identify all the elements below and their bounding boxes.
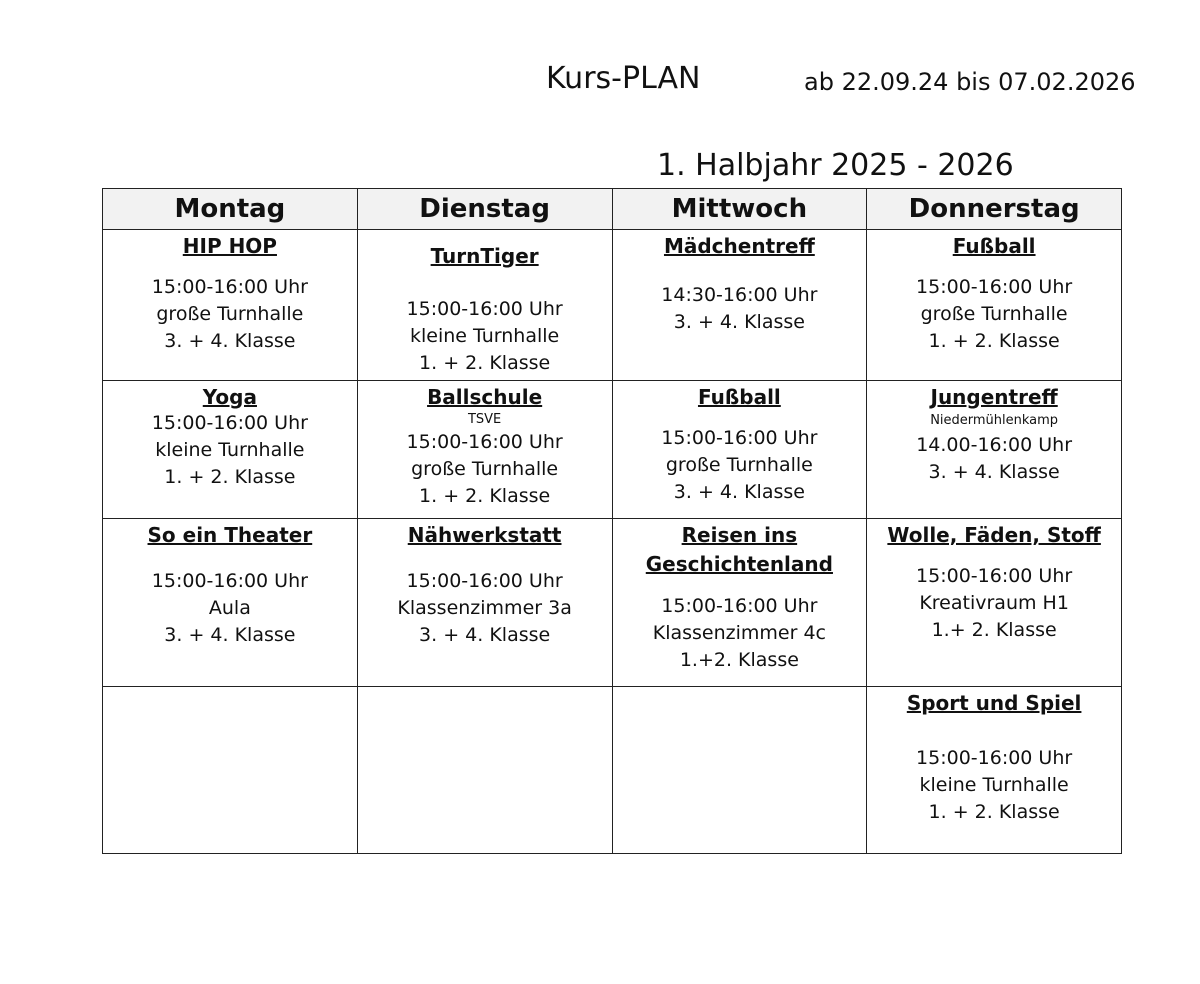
course-name: TurnTiger [430, 244, 539, 268]
course-grade: 1. + 2. Klasse [164, 466, 296, 488]
page-title: Kurs-PLAN [546, 61, 701, 96]
course-cell-reisen [612, 519, 867, 687]
course-name: Fußball [952, 234, 1036, 258]
course-grade: 3. + 4. Klasse [164, 624, 296, 646]
course-room: Kreativraum H1 [919, 592, 1069, 614]
course-grade: 1. + 2. Klasse [928, 801, 1060, 823]
course-name: Wolle, Fäden, Stoff [887, 523, 1101, 547]
course-room: große Turnhalle [665, 454, 813, 476]
course-grade: 1. + 2. Klasse [419, 352, 551, 374]
course-time: 15:00-16:00 Uhr [661, 595, 818, 617]
course-cell-fussball-wednesday [612, 381, 867, 519]
course-name: Fußball [697, 385, 781, 409]
course-grade: 3. + 4. Klasse [419, 624, 551, 646]
course-time: 15:00-16:00 Uhr [406, 298, 563, 320]
course-note: TSVE [467, 412, 502, 427]
course-time: 15:00-16:00 Uhr [661, 427, 818, 449]
course-cell-hiphop [103, 230, 358, 381]
empty-cell [357, 687, 612, 854]
course-time: 15:00-16:00 Uhr [151, 412, 308, 434]
course-time: 14.00-16:00 Uhr [916, 434, 1073, 456]
course-grade: 3. + 4. Klasse [673, 481, 805, 503]
course-grade: 1. + 2. Klasse [928, 330, 1060, 352]
table-row [103, 381, 1122, 519]
table-row [103, 687, 1122, 854]
course-cell-theater [103, 519, 358, 687]
course-time: 15:00-16:00 Uhr [151, 570, 308, 592]
course-room: große Turnhalle [156, 303, 304, 325]
course-name: Ballschule [427, 385, 543, 409]
empty-cell [612, 687, 867, 854]
course-room: große Turnhalle [920, 303, 1068, 325]
course-time: 15:00-16:00 Uhr [151, 276, 308, 298]
course-room: große Turnhalle [411, 458, 559, 480]
course-cell-turntiger [357, 230, 612, 381]
date-range: ab 22.09.24 bis 07.02.2026 [804, 68, 1136, 96]
course-name-line1: Reisen ins [681, 523, 798, 547]
course-name: Mädchentreff [663, 234, 815, 258]
course-time: 14:30-16:00 Uhr [661, 284, 818, 306]
day-header-tuesday: Dienstag [357, 189, 612, 230]
course-time: 15:00-16:00 Uhr [916, 565, 1073, 587]
course-grade: 1. + 2. Klasse [419, 485, 551, 507]
course-room: Aula [208, 597, 251, 619]
course-cell-sport [867, 687, 1122, 854]
course-time: 15:00-16:00 Uhr [406, 431, 563, 453]
course-cell-naehwerkstatt [357, 519, 612, 687]
course-grade: 3. + 4. Klasse [164, 330, 296, 352]
day-header-monday: Montag [103, 189, 358, 230]
table-row [103, 519, 1122, 687]
course-name: So ein Theater [147, 523, 313, 547]
course-cell-maedchentreff [612, 230, 867, 381]
course-grade: 1.+ 2. Klasse [931, 619, 1057, 641]
course-note: Niedermühlenkamp [930, 413, 1059, 428]
course-grade: 3. + 4. Klasse [928, 461, 1060, 483]
day-header-wednesday: Mittwoch [612, 189, 867, 230]
course-cell-jungentreff [867, 381, 1122, 519]
course-name: Sport und Spiel [906, 691, 1082, 715]
empty-cell [103, 687, 358, 854]
course-name: Jungentreff [930, 385, 1058, 409]
day-header-row [103, 189, 1122, 230]
course-cell-wolle [867, 519, 1122, 687]
semester-subtitle: 1. Halbjahr 2025 - 2026 [657, 148, 1014, 183]
course-time: 15:00-16:00 Uhr [916, 747, 1073, 769]
course-time: 15:00-16:00 Uhr [406, 570, 563, 592]
course-name-line2: Geschichtenland [645, 552, 833, 576]
course-time: 15:00-16:00 Uhr [916, 276, 1073, 298]
course-grade: 3. + 4. Klasse [673, 311, 805, 333]
course-room: kleine Turnhalle [155, 439, 305, 461]
course-schedule-table [102, 188, 1122, 854]
course-cell-fussball-thursday [867, 230, 1122, 381]
course-room: kleine Turnhalle [410, 325, 560, 347]
course-cell-yoga [103, 381, 358, 519]
course-name: Nähwerkstatt [407, 523, 562, 547]
day-header-thursday: Donnerstag [867, 189, 1122, 230]
course-name: Yoga [202, 385, 257, 409]
course-grade: 1.+2. Klasse [679, 649, 799, 671]
course-room: Klassenzimmer 4c [652, 622, 826, 644]
table-row [103, 230, 1122, 381]
course-room: kleine Turnhalle [919, 774, 1069, 796]
course-cell-ballschule [357, 381, 612, 519]
course-name: HIP HOP [182, 234, 277, 258]
course-room: Klassenzimmer 3a [397, 597, 572, 619]
